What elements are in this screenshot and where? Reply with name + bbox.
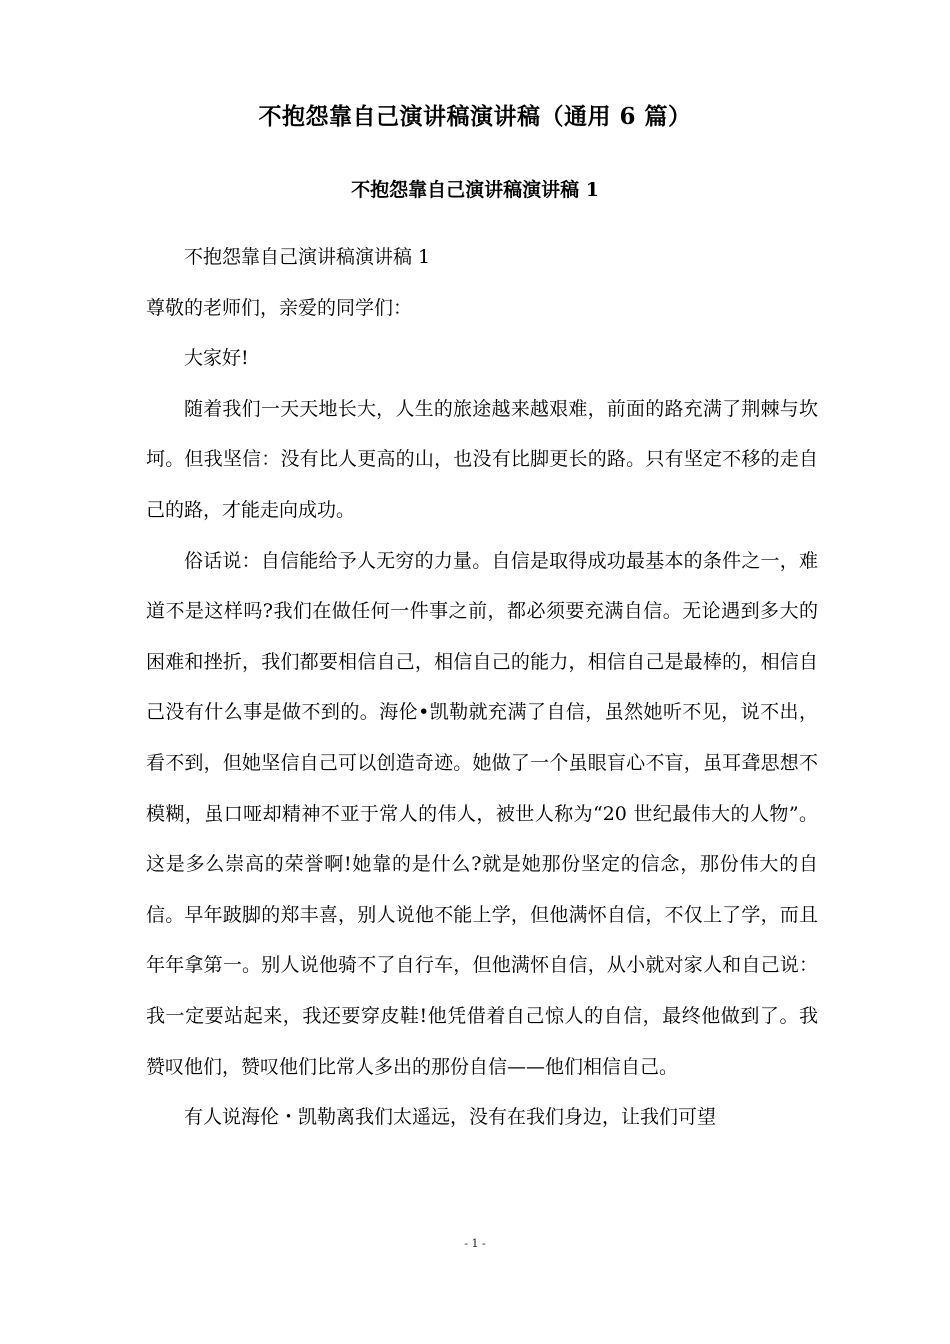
body-text [146,232,818,1143]
paragraph-body: 随着我们一天天地长大，人生的旅途越来越艰难，前面的路充满了荆棘与坎坷。但我坚信：没有比人更高的山，也没有比脚更长的路。只有坚定不移的走自己的路，才能走向成功。 [146,397,818,521]
paragraph-salutation: 尊敬的老师们，亲爱的同学们： [146,296,413,319]
section-title: 不抱怨靠自己演讲稿演讲稿 1 [351,179,599,201]
paragraph-body: 有人说海伦・凯勒离我们太遥远，没有在我们身边，让我们可望 [184,1106,717,1129]
page-number: - 1 - [464,1237,486,1250]
paragraph-greeting: 大家好! [184,347,249,370]
paragraph-heading: 不抱怨靠自己演讲稿演讲稿 1 [184,246,431,268]
document-title: 不抱怨靠自己演讲稿演讲稿（通用 6 篇） [258,103,692,130]
paragraph-body: 俗话说：自信能给予人无穷的力量。自信是取得成功最基本的条件之一，难道不是这样吗?我们在做任何一件事之前，都必须要充满自信。无论遇到多大的困难和挫折，我们都要相信自己，相信自己的能力，相信自己是最棒的，相信自己没有什么事是做不到的。海伦•凯勒就充满了自信，虽然她听不见，说不出，看不到，但她坚信自己可以创造奇迹。她做了一个虽眼盲心不盲，虽耳聋思想不模糊，虽口哑却精神不亚于常人的伟人，被世人称为“20 世纪最伟大的人物”。这是多么崇高的荣誉啊!她靠的是什么?就是她那份坚定的信念，那份伟大的自信。早年跛脚的郑丰喜，别人说他不能上学，但他满怀自信，不仅上了学，而且年年拿第一。别人说他骑不了自行车，但他满怀自信，从小就对家人和自己说：我一定要站起来，我还要穿皮鞋!他凭借着自己惊人的自信，最终他做到了。我赞叹他们，赞叹他们比常人多出的那份自信——他们相信自己。 [146,549,818,1078]
